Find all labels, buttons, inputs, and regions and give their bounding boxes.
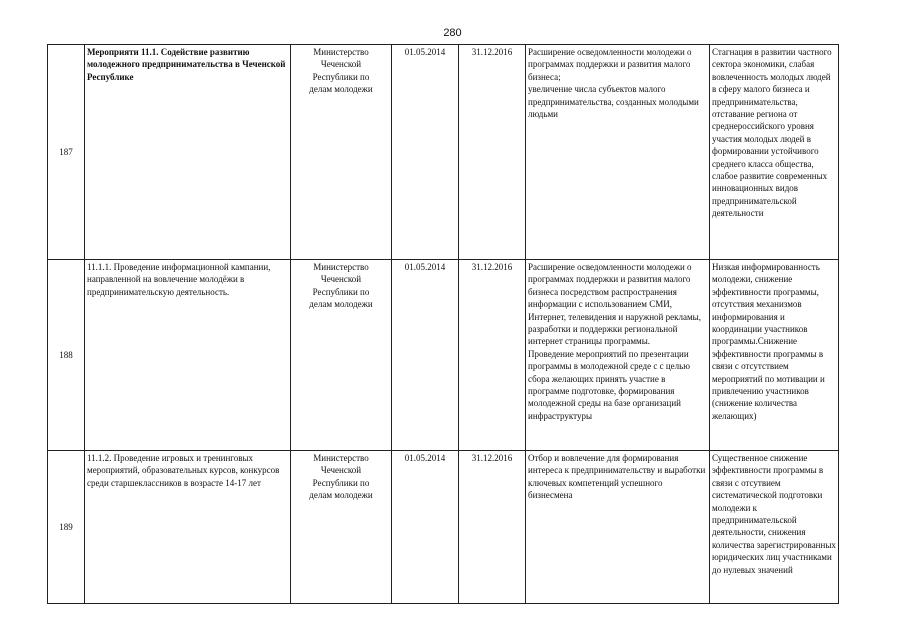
result-cell: Отбор и вовлечение для формирования интереса к предпринимательству и выработки ключевых компетенций успешного бизнесмена	[526, 451, 710, 604]
table-row	[48, 260, 839, 451]
executor-cell: Министерство Чеченской Республики по делам молодежи	[291, 451, 392, 604]
table-row	[48, 451, 839, 604]
page-number: 280	[443, 27, 462, 39]
activity-title: Мероприяти 11.1. Содействие развитию молодежного предпринимательства в Чеченской Республике	[87, 47, 286, 82]
activity-cell: 11.1.1. Проведение информационной кампании, направленной на вовлечение молодёжи в предпринимательскую деятельность.	[85, 260, 291, 451]
start-date-cell: 01.05.2014	[392, 260, 459, 451]
activity-cell: 11.1.2. Проведение игровых и тренинговых мероприятий, образовательных курсов, конкурсов среди старшеклассников в возрасте 14-17 лет	[85, 451, 291, 604]
row-number: 187	[48, 45, 85, 260]
start-date-cell: 01.05.2014	[392, 45, 459, 260]
executor-cell: Министерство Чеченской Республики по делам молодежи	[291, 45, 392, 260]
end-date-cell: 31.12.2016	[459, 451, 526, 604]
executor-cell: Министерство Чеченской Республики по делам молодежи	[291, 260, 392, 451]
end-date-cell: 31.12.2016	[459, 45, 526, 260]
activity-cell	[85, 45, 291, 260]
table-row	[48, 45, 839, 260]
result-cell: Расширение осведомленности молодежи о программах поддержки и развития малого бизнеса посредством распространения информации с использованием СМИ, Интернет, телевидения и наружной рекламы, разработки и поддержки региональной интернет страницы программы. Проведение мероприятий по презентации программы в молодежной среде с с целью сбора желающих принять участие в программе подготовке, формирования молодежной среды на базе организаций инфраструктуры	[526, 260, 710, 451]
row-number: 189	[48, 451, 85, 604]
row-number: 188	[48, 260, 85, 451]
activities-table	[47, 44, 839, 604]
consequences-cell: Существенное снижение эффективности программы в связи с отсутвием систематической подготовки молодежи к предпринимательской деятельности, снижения количества зарегистрированных юридических лиц участниками до нулевых значений	[710, 451, 839, 604]
end-date-cell: 31.12.2016	[459, 260, 526, 451]
start-date-cell: 01.05.2014	[392, 451, 459, 604]
result-cell: Расширение осведомленности молодежи о программах поддержки и развития малого бизнеса; увеличение числа субъектов малого предпринимательства, созданных молодыми людьми	[526, 45, 710, 260]
consequences-cell: Стагнация в развитии частного сектора экономики, слабая вовлеченность молодых людей в сферу малого бизнеса и предпринимательства, отставание региона от среднероссийского уровня участия молодых людей в формировании устойчивого среднего класса общества, слабое развитие современных инновационных видов предпринимательской деятельности	[710, 45, 839, 260]
consequences-cell: Низкая информированность молодежи, снижение эффективности программы, отсутствия механизмов информирования и координации участников программы.Снижение эффективности программы в связи с отсутствием мероприятий по мотивации и привлечению участников (снижение количества желающих)	[710, 260, 839, 451]
